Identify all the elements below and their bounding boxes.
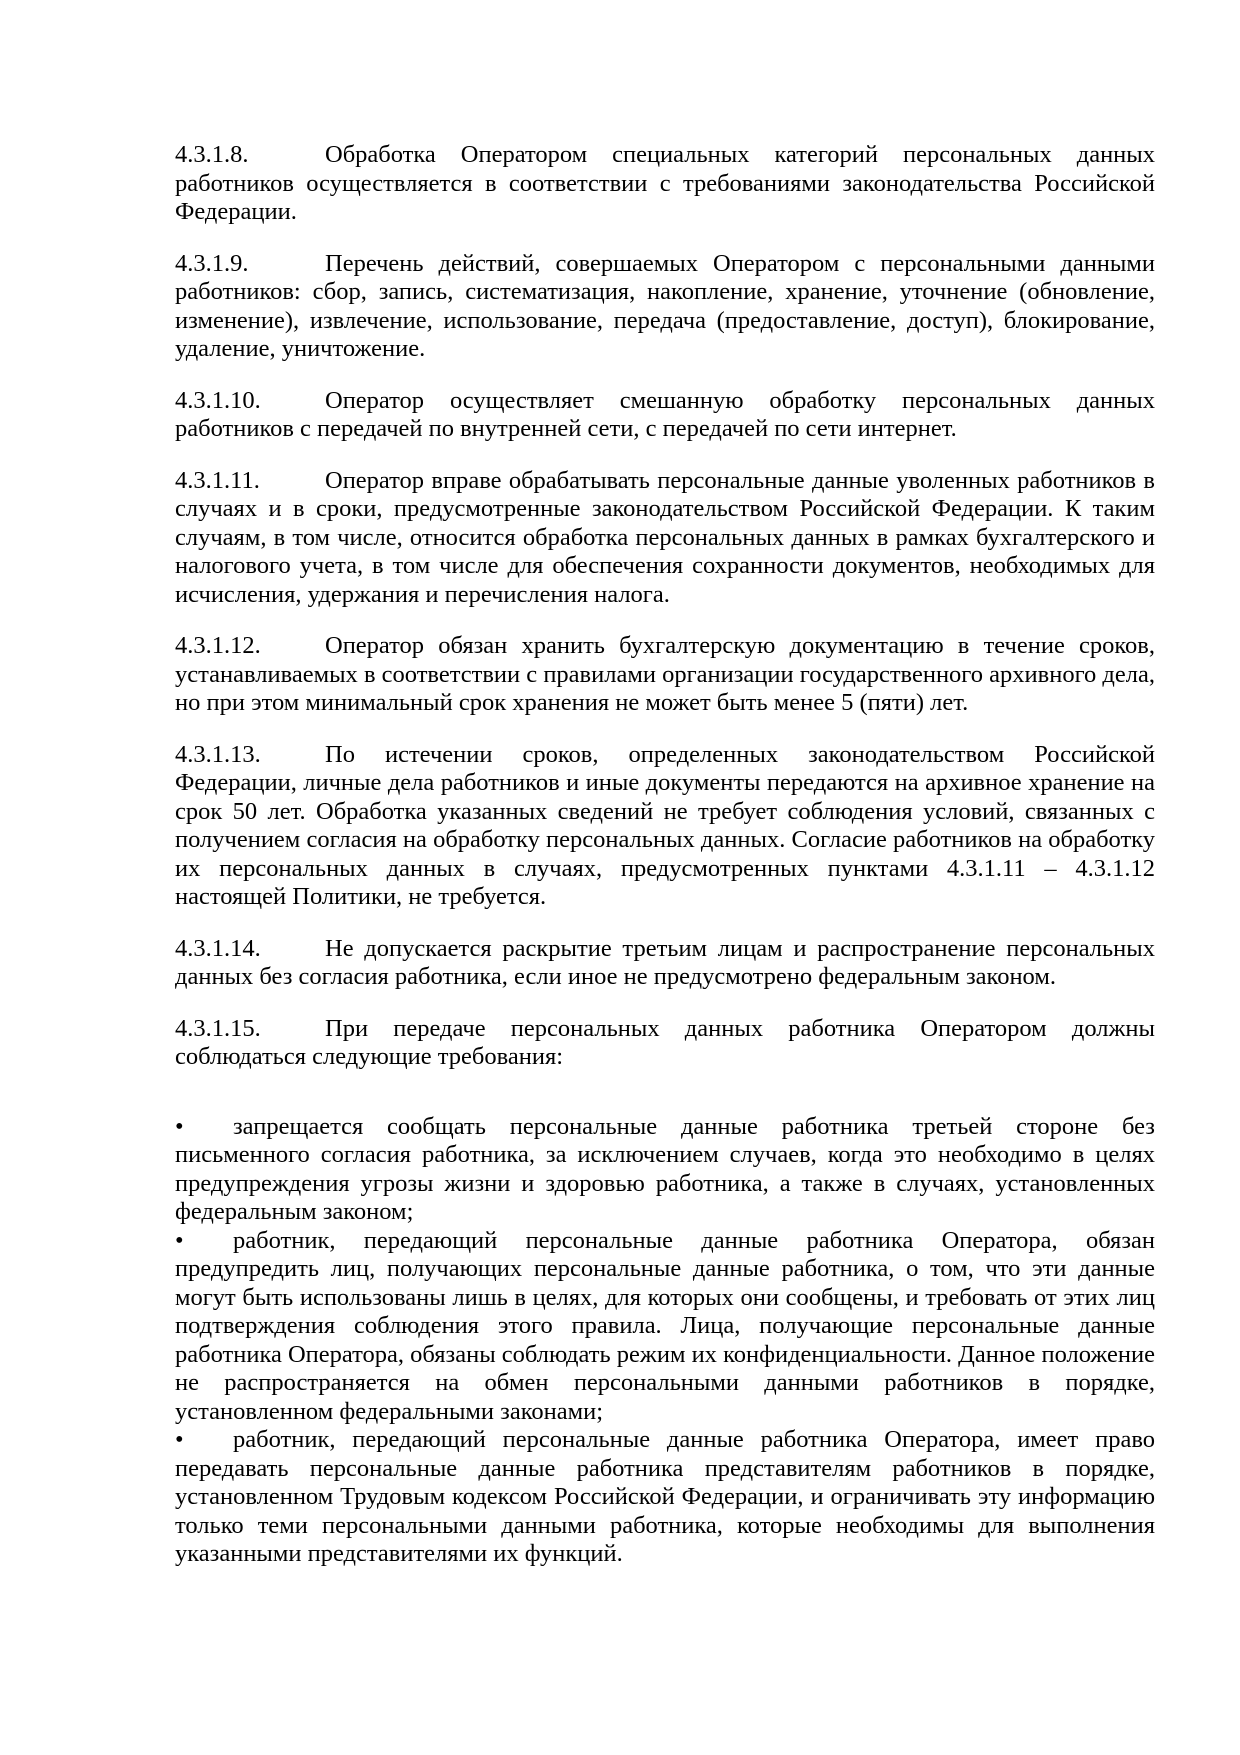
document-body (175, 141, 1155, 1569)
clause-number: 4.3.1.12. (175, 632, 261, 659)
clause-number: 4.3.1.9. (175, 249, 249, 277)
clause-number: 4.3.1.15. (175, 1014, 261, 1042)
numbered-paragraph (175, 467, 1155, 610)
paragraph-text: работник, передающий персональные данные работника Оператора, имеет право передавать персональные данные работника представителям работников в порядке, установленном Трудовым кодексом Российской Федерации, и ограничивать эту информацию только теми персональными данными работника, которые необходимы для выполнения указанными представителями их функций. (175, 1426, 1155, 1567)
numbered-paragraph (175, 1015, 1155, 1072)
numbered-paragraph (175, 741, 1155, 912)
clause-number: 4.3.1.13. (175, 740, 261, 768)
paragraph-text: Оператор обязан хранить бухгалтерскую документацию в течение сроков, устанавливаемых в соответствии с правилами организации государственного архивного дела, но при этом минимальный срок хранения не может быть менее 5 (пяти) лет. (175, 632, 1155, 716)
bullet-list-item (175, 1227, 1155, 1427)
paragraph-text: Обработка Оператором специальных категорий персональных данных работников осуществляется в соответствии с требованиями законодательства Российской Федерации. (175, 141, 1155, 225)
bullet-icon: • (175, 1112, 184, 1140)
numbered-paragraph (175, 387, 1155, 444)
clause-number: 4.3.1.10. (175, 386, 261, 414)
numbered-paragraph (175, 141, 1155, 227)
bullet-icon: • (175, 1426, 184, 1453)
numbered-paragraph (175, 935, 1155, 992)
paragraph-text: запрещается сообщать персональные данные работника третьей стороне без письменного согласия работника, за исключением случаев, когда это необходимо в целях предупреждения угрозы жизни и здоровью работника, а также в случаях, установленных федеральным законом; (175, 1112, 1155, 1225)
clause-number: 4.3.1.11. (175, 466, 260, 494)
paragraph-text: Оператор осуществляет смешанную обработку персональных данных работников с передачей по внутренней сети, с передачей по сети интернет. (175, 386, 1155, 442)
numbered-paragraph (175, 632, 1155, 718)
bullet-list-item (175, 1426, 1155, 1569)
paragraph-text: По истечении сроков, определенных законодательством Российской Федерации, личные дела работников и иные документы передаются на архивное хранение на срок 50 лет. Обработка указанных сведений не требует соблюдения условий, связанных с получением согласия на обработку персональных данных. Согласие работников на обработку их персональных данных в случаях, предусмотренных пунктами 4.3.1.11 – 4.3.1.12 настоящей Политики, не требуется. (175, 740, 1155, 910)
paragraph-text: Перечень действий, совершаемых Оператором с персональными данными работников: сбор, запись, систематизация, накопление, хранение, уточнение (обновление, изменение), извлечение, использование, передача (предоставление, доступ), блокирование, удаление, уничтожение. (175, 249, 1155, 362)
bullet-icon: • (175, 1226, 184, 1254)
bullet-list-item (175, 1113, 1155, 1227)
paragraph-text: Оператор вправе обрабатывать персональные данные уволенных работников в случаях и в сроки, предусмотренные законодательством Российской Федерации. К таким случаям, в том числе, относится обработка персональных данных в рамках бухгалтерского и налогового учета, в том числе для обеспечения сохранности документов, необходимых для исчисления, удержания и перечисления налога. (175, 466, 1155, 608)
clause-number: 4.3.1.8. (175, 141, 249, 168)
clause-number: 4.3.1.14. (175, 934, 261, 962)
paragraph-text: Не допускается раскрытие третьим лицам и распространение персональных данных без согласия работника, если иное не предусмотрено федеральным законом. (175, 934, 1155, 990)
paragraph-text: При передаче персональных данных работника Оператором должны соблюдаться следующие требования: (175, 1014, 1155, 1070)
numbered-paragraph (175, 250, 1155, 364)
paragraph-text: работник, передающий персональные данные работника Оператора, обязан предупредить лиц, получающих персональные данные работника, о том, что эти данные могут быть использованы лишь в целях, для которых они сообщены, и требовать от этих лиц подтверждения соблюдения этого правила. Лица, получающие персональные данные работника Оператора, обязаны соблюдать режим их конфиденциальности. Данное положение не распространяется на обмен персональными данными работников в порядке, установленном федеральными законами; (175, 1226, 1155, 1425)
